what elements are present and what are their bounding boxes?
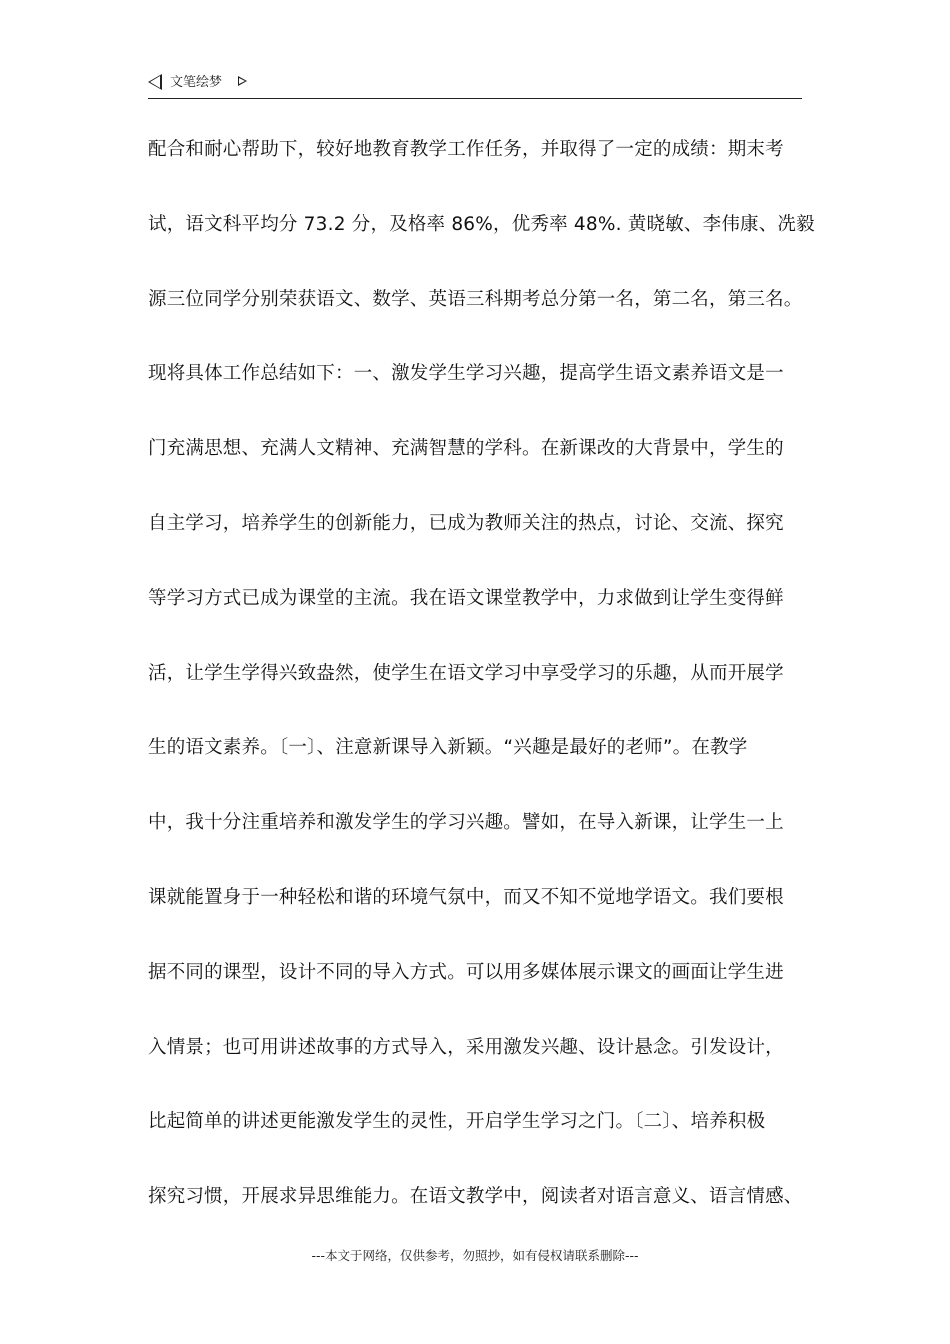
triangle-left-icon (148, 74, 162, 90)
text-line: 现将具体工作总结如下：一、激发学生学习兴趣，提高学生语文素养语文是一 (148, 363, 784, 385)
text-line: 活，让学生学得兴致盎然，使学生在语文学习中享受学习的乐趣，从而开展学 (148, 662, 784, 684)
text-line: 课就能置身于一种轻松和谐的环境气氛中，而又不知不觉地学语文。我们要根 (148, 886, 784, 908)
footer-notice: ---本文于网络，仅供参考，勿照抄，如有侵权请联系删除--- (311, 1248, 639, 1263)
text-line: 源三位同学分别荣获语文、数学、英语三科期考总分第一名，第二名，第三名。 (148, 288, 803, 310)
header-title: 文笔绘梦 (170, 75, 223, 90)
text-line: 入情景；也可用讲述故事的方式导入，采用激发兴趣、设计悬念。引发设计， (148, 1036, 784, 1058)
text-line: 配合和耐心帮助下，较好地教育教学工作任务，并取得了一定的成绩：期末考 (148, 139, 784, 160)
text-line: 门充满思想、充满人文精神、充满智慧的学科。在新课改的大背景中，学生的 (148, 438, 784, 460)
text-line: 等学习方式已成为课堂的主流。我在语文课堂教学中，力求做到让学生变得鲜 (148, 587, 784, 609)
text-line: 据不同的课型，设计不同的导入方式。可以用多媒体展示课文的画面让学生进 (148, 961, 784, 983)
text-line: 自主学习，培养学生的创新能力，已成为教师关注的热点，讨论、交流、探究 (148, 512, 784, 534)
document-body (148, 133, 818, 1255)
triangle-right-icon (238, 76, 247, 86)
text-line: 试，语文科平均分 73.2 分，及格率 86%，优秀率 48%. 黄晓敏、李伟康、冼毅 (148, 213, 815, 235)
text-line: 中，我十分注重培养和激发学生的学习兴趣。譬如，在导入新课，让学生一上 (148, 812, 784, 834)
text-line: 探究习惯，开展求异思维能力。在语文教学中，阅读者对语言意义、语言情感、 (148, 1186, 803, 1208)
text-line: 生的语文素养。〔一〕、注意新课导入新颖。“兴趣是最好的老师”。在教学 (148, 737, 748, 759)
page-header (148, 72, 802, 99)
text-line: 比起简单的讲述更能激发学生的灵性，开启学生学习之门。〔二〕、培养积极 (148, 1111, 766, 1133)
